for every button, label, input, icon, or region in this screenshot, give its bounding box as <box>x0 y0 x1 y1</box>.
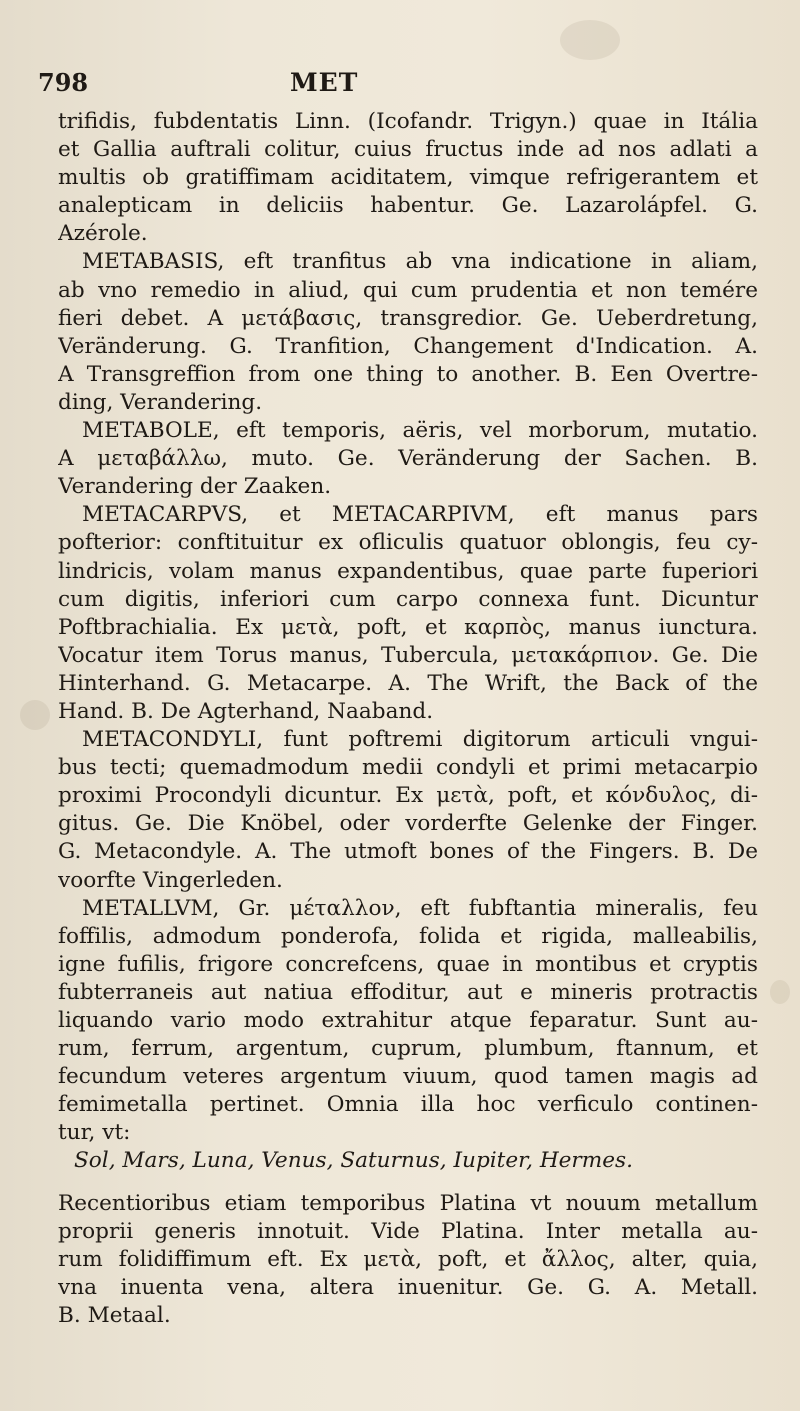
entry-heading-line: METACARPVS, et METACARPIVM, eft manus pars <box>82 502 758 528</box>
text-line: bus tecti; quemadmodum medii condyli et primi metacarpio <box>58 755 758 781</box>
paper-stain <box>770 980 790 1004</box>
text-line: rum folidiffimum eft. Ex μετὰ, poft, et ἄλλος, alter, quia, <box>58 1246 758 1272</box>
text-line: G. Metacondyle. A. The utmoft bones of the Fingers. B. De <box>58 839 758 865</box>
text-line: B. Metaal. <box>58 1302 171 1328</box>
paper-stain <box>560 20 620 60</box>
text-line: A μεταβάλλω, muto. Ge. Veränderung der Sachen. B. <box>58 446 758 472</box>
text-line: analepticam in deliciis habentur. Ge. Lazarolápfel. G. <box>58 193 758 219</box>
text-line: A Transgreffion from one thing to another. B. Een Overtre- <box>58 361 758 387</box>
entry-heading-line: METABOLE, eft temporis, aëris, vel morborum, mutatio. <box>82 418 758 444</box>
text-line: ab vno remedio in aliud, qui cum prudentia et non temére <box>58 277 758 303</box>
text-line: proprii generis innotuit. Vide Platina. Inter metalla au- <box>58 1218 758 1244</box>
text-line: vna inuenta vena, altera inuenitur. Ge. G. A. Metall. <box>58 1274 758 1300</box>
text-line: Verandering der Zaaken. <box>58 474 332 500</box>
text-line: multis ob gratiffimam aciditatem, vimque refrigerantem et <box>58 165 758 191</box>
text-line: igne fufilis, frigore concrefcens, quae in montibus et cryptis <box>58 951 758 977</box>
text-line: rum, ferrum, argentum, cuprum, plumbum, ftannum, et <box>58 1036 758 1062</box>
text-line: Vocatur item Torus manus, Tubercula, μετακάρπιον. Ge. Die <box>58 642 758 668</box>
text-line: proximi Procondyli dicuntur. Ex μετὰ, poft, et κόνδυλος, di- <box>58 783 758 809</box>
entry-heading-line: METACONDYLI, funt poftremi digitorum articuli vngui- <box>82 727 758 753</box>
text-line: foffilis, admodum ponderofa, folida et rigida, malleabilis, <box>58 923 758 949</box>
running-head: MET <box>290 68 359 97</box>
text-line: pofterior: conftituitur ex ofliculis quatuor oblongis, feu cy- <box>58 530 758 556</box>
paper-stain <box>20 700 50 730</box>
text-line: Veränderung. G. Tranfition, Changement d'Indication. A. <box>58 333 758 359</box>
text-line: et Gallia auftrali colitur, cuius fructus inde ad nos adlati a <box>58 137 758 163</box>
text-line: Poftbrachialia. Ex μετὰ, poft, et καρπὸς, manus iunctura. <box>58 614 758 640</box>
text-line: voorfte Vingerleden. <box>58 867 283 893</box>
body-text <box>58 108 758 1330</box>
text-line: lindricis, volam manus expandentibus, quae parte fuperiori <box>58 558 758 584</box>
entry-heading-line: METABASIS, eft tranfitus ab vna indicatione in aliam, <box>82 249 758 275</box>
page-header <box>38 66 618 106</box>
text-line: liquando vario modo extrahitur atque feparatur. Sunt au- <box>58 1008 758 1033</box>
text-line: fubterraneis aut natiua effoditur, aut e mineris protractis <box>58 979 758 1005</box>
text-line: fecundum veteres argentum viuum, quod tamen magis ad <box>58 1064 758 1090</box>
text-line: Azérole. <box>58 221 148 247</box>
text-line: trifidis, fubdentatis Linn. (Icofandr. Trigyn.) quae in Itália <box>58 109 758 134</box>
page-number: 798 <box>38 68 89 97</box>
text-line: Recentioribus etiam temporibus Platina vt nouum metallum <box>58 1190 758 1216</box>
verse-line: Sol, Mars, Luna, Venus, Saturnus, Iupiter, Hermes. <box>74 1148 633 1174</box>
entry-heading-line: METALLVM, Gr. μέταλλον, eft fubftantia mineralis, feu <box>82 895 758 921</box>
text-line: tur, vt: <box>58 1120 131 1146</box>
text-line: gitus. Ge. Die Knöbel, oder vorderfte Gelenke der Finger. <box>58 811 758 837</box>
text-line: cum digitis, inferiori cum carpo connexa funt. Dicuntur <box>58 586 758 612</box>
text-line: femimetalla pertinet. Omnia illa hoc verficulo continen- <box>58 1092 758 1118</box>
text-line: ding, Verandering. <box>58 389 263 415</box>
text-line: fieri debet. A μετάβασις, transgredior. Ge. Ueberdretung, <box>58 305 758 331</box>
text-line: Hinterhand. G. Metacarpe. A. The Wrift, the Back of the <box>58 670 758 696</box>
text-line: Hand. B. De Agterhand, Naaband. <box>58 698 434 724</box>
